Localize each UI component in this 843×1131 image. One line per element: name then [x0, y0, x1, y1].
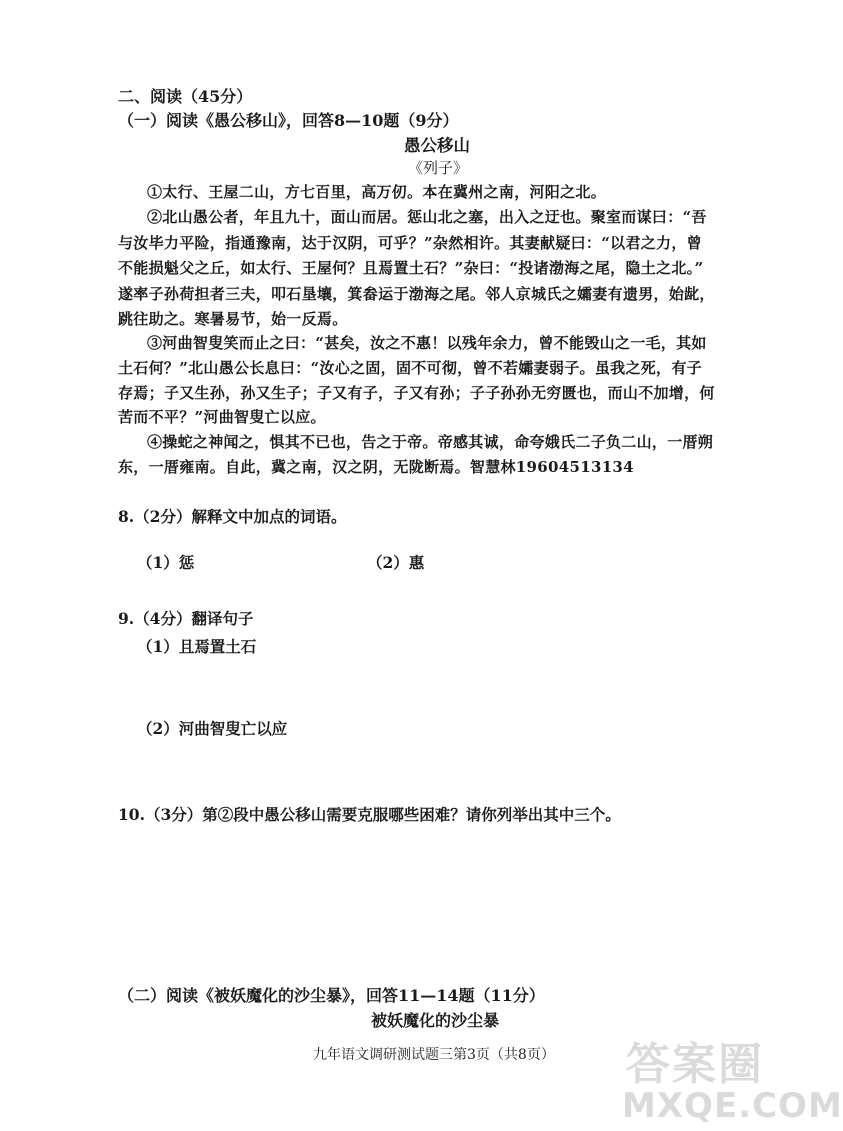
question-9-item-2: （2）河曲智叟亡以应 [137, 719, 288, 738]
watermark-logo: 答案圈 [626, 1039, 764, 1090]
page-footer: 九年语文调研测试题三第3页（共8页） [313, 1047, 555, 1063]
passage-line: ④操蛇之神闻之，惧其不已也，告之于帝。帝感其诚，命夸娥氏二子负二山，一厝朔 [147, 433, 714, 451]
question-8-stem: 8.（2分）解释文中加点的词语。 [118, 507, 347, 526]
question-8-item-1: （1）惩 [137, 553, 195, 572]
question-9-stem: 9.（4分）翻译句子 [118, 609, 254, 628]
passage-line: 东，一厝雍南。自此，冀之南，汉之阴，无陇断焉。智慧林19604513134 [118, 458, 634, 476]
passage-line: 跳往助之。寒暑易节，始一反焉。 [118, 310, 348, 328]
section-header: 二、阅读（45分） [118, 87, 253, 106]
passage-line: ②北山愚公者，年且九十，面山而居。惩山北之塞，出入之迂也。聚室而谋曰：“吾 [147, 208, 707, 226]
part2-title: 被妖魔化的沙尘暴 [371, 1011, 500, 1030]
passage-line: 与汝毕力平险，指通豫南，达于汉阴，可乎？”杂然相许。其妻献疑曰：“以君之力，曾 [118, 234, 702, 252]
passage-line: 土石何？”北山愚公长息曰：“汝心之固，固不可彻，曾不若孀妻弱子。虽我之死，有子 [118, 359, 702, 377]
passage-line: 遂率子孙荷担者三夫，叩石垦壤，箕畚运于渤海之尾。邻人京城氏之孀妻有遗男，始龀， [118, 285, 715, 303]
passage-line: 不能损魁父之丘，如太行、王屋何？且焉置土石？”杂曰：“投诸渤海之尾，隐土之北。” [118, 259, 704, 277]
passage-line: ③河曲智叟笑而止之曰：“甚矣，汝之不惠！以残年余力，曾不能毁山之一毛，其如 [147, 334, 707, 352]
question-8-item-2: （2）惠 [367, 553, 425, 572]
passage-line: 存焉；子又生孙，孙又生子；子又有子，子又有孙；子子孙孙无穷匮也，而山不加增，何 [118, 384, 715, 402]
passage-title: 愚公移山 [404, 136, 470, 155]
part1-header: （一）阅读《愚公移山》，回答8—10题（9分） [118, 111, 459, 130]
passage-line: ①太行、王屋二山，方七百里，高万仞。本在冀州之南，河阳之北。 [147, 183, 607, 201]
passage-line: 苦而不平？”河曲智叟亡以应。 [118, 408, 326, 426]
question-10-stem: 10.（3分）第②段中愚公移山需要克服哪些困难？请你列举出其中三个。 [118, 805, 621, 824]
part2-header: （二）阅读《被妖魔化的沙尘暴》，回答11—14题（11分） [118, 986, 545, 1005]
passage-author: 《列子》 [408, 159, 469, 177]
watermark-site: MXQE.COM [622, 1086, 843, 1126]
question-9-item-1: （1）且焉置土石 [137, 637, 257, 656]
